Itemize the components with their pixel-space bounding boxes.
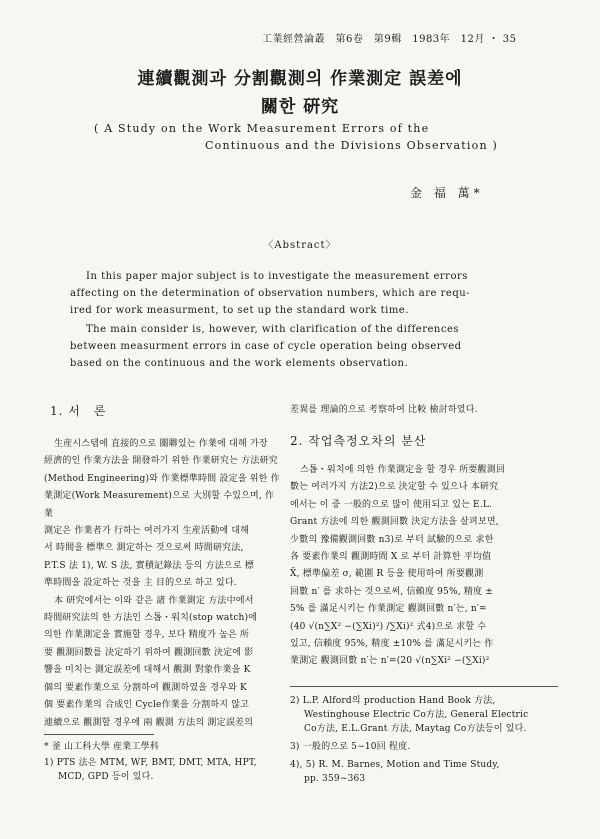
- title-line-2: 關한 硏究: [260, 97, 340, 117]
- footnote: MCD, GPD 등이 있다.: [58, 772, 154, 782]
- subtitle-line-1: ( A Study on the Work Measurement Errors of the: [94, 122, 430, 135]
- abstract-line: affecting on the determination of observation numbers, which are requ-: [70, 288, 471, 299]
- body-line: 數는 여러가지 方法2)으로 決定할 수 있으나 本研究: [290, 482, 499, 493]
- body-line: Grant 方法에 의한 觀測回數 決定方法을 살펴보면,: [290, 517, 499, 528]
- body-line: 5% 를 滿足시키는 作業測定 觀測回數 n′는, n′=: [290, 604, 487, 615]
- abstract-line: between measurment errors in case of cycle operation being observed: [70, 341, 462, 352]
- body-line: 에서는 이 중 一般的으로 많이 使用되고 있는 E.L.: [290, 499, 493, 510]
- right-footnotes: [290, 694, 560, 786]
- footnote: Westinghouse Electric Co方法, General Electric: [304, 710, 529, 720]
- footnote: Co方法, E.L.Grant 方法, Maytag Co方法등이 있다.: [304, 724, 527, 734]
- body-line: 測定은 作業者가 行하는 여러가지 生産活動에 대해: [44, 526, 250, 537]
- title-line-1: 連續觀測과 分割觀測의 作業測定 誤差에: [137, 69, 463, 89]
- right-column-body: [290, 462, 558, 671]
- body-line: 있고, 信賴度 95%, 精度 ±10% 를 滿足시키는 作: [290, 639, 494, 650]
- body-line: 經濟的인 作業方法을 開發하기 위한 作業研究는 方法研究: [44, 456, 278, 467]
- body-line: 響을 미치는 測定誤差에 대해서 觀測 對象作業을 K: [44, 665, 251, 676]
- body-line: 少數의 豫備觀測回數 n3)로 부터 試驗的으로 求한: [290, 534, 494, 545]
- formula-line: 業測定 觀測回數 n′는 n′=(20 √(n∑Xi² −(∑Xi)²: [290, 656, 490, 667]
- body-line: 時間研究法의 한 方法인 스톱・워치(stop watch)에: [44, 613, 258, 624]
- footnote-rule-right: [290, 686, 558, 687]
- body-line: 個 要素作業의 合成인 Cycle作業을 分割하지 않고: [44, 700, 249, 711]
- body-line: X̄, 標準偏差 σ, 範圍 R 등을 使用하여 所要觀測: [290, 569, 484, 580]
- abstract-body: [70, 268, 542, 372]
- body-line: 連續으로 觀測할 경우에 兩 觀測 方法의 測定誤差의: [44, 717, 254, 728]
- body-line: 準時間을 設定하는 것을 主 目的으로 하고 있다.: [44, 578, 237, 589]
- abstract-line: ired for work measurment, to set up the standard work time.: [70, 305, 409, 316]
- body-line: P.T.S 法 1), W. S 法, 實積記錄法 등의 方法으로 標: [44, 560, 254, 571]
- footnote: 2) L.P. Alford의 production Hand Book 方法,: [290, 696, 496, 706]
- abstract-line: based on the continuous and the work elements observation.: [70, 358, 409, 369]
- section-1-heading: 1. 서 론: [50, 404, 107, 418]
- abstract-line: In this paper major subject is to investigate the measurement errors: [86, 271, 468, 282]
- author: 金 福 萬*: [410, 186, 484, 200]
- subtitle-line-2: Continuous and the Divisions Observation ): [205, 139, 498, 152]
- left-footnotes: [44, 740, 280, 784]
- body-line: 서 時間을 標準으 測定하는 것으로써 時間研究法,: [44, 543, 244, 554]
- footnote: 1) PTS 法은 MTM, WF, BMT, DMT, MTA, HPT,: [44, 758, 257, 768]
- footnote: pp. 359∼363: [304, 774, 366, 784]
- body-line: 各 要素作業의 觀測時間 X 로 부터 計算한 平均值: [290, 552, 492, 563]
- body-line: (Method Engineering)와 作業標準時間 設定을 위한 作: [44, 473, 280, 484]
- section-2-heading: 2. 작업측정오차의 분산: [290, 434, 427, 448]
- body-line: 要 觀測回數를 決定하기 위하여 觀測回數 決定에 影: [44, 647, 254, 658]
- journal-header: 工業經營論叢 第6卷 第9輯 1983年 12月 ・ 35: [262, 34, 517, 45]
- body-line: 스톱・워치에 의한 作業測定을 할 경우 所要觀測回: [300, 465, 506, 475]
- footnote-rule-left: [44, 734, 154, 735]
- body-line: 의한 作業測定을 實施할 경우, 보다 精度가 높은 所: [44, 630, 250, 641]
- body-line: 生産시스템에 直接的으로 關聯있는 作業에 대해 가장: [54, 439, 268, 449]
- abstract-line: The main consider is, however, with clarification of the differences: [86, 324, 459, 335]
- footnote: 4), 5) R. M. Barnes, Motion and Time Study,: [290, 760, 500, 770]
- right-column-lead: 差異를 理論的으로 考察하여 比較 檢討하였다.: [290, 405, 478, 415]
- footnote: 3) 一般的으로 5∼10回 程度.: [290, 742, 411, 752]
- footnote: * 釜 山工科大學 産業工學科: [44, 742, 160, 752]
- body-line: 回數 n′ 를 求하는 것으로써, 信賴度 95%, 精度 ±: [290, 586, 494, 597]
- body-line: 業測定(Work Measurement)으로 大別할 수있으며, 作業: [44, 491, 275, 519]
- body-line: 個의 要素作業으로 分割하여 觀測하였을 경우와 K: [44, 682, 247, 693]
- body-line: 本 研究에서는 이와 같은 諸 作業測定 方法中에서: [54, 595, 254, 606]
- left-column-body: [44, 436, 280, 732]
- formula-line: (40 √(n∑X² −(∑Xi)²) /∑Xi)² 式4)으로 求할 수: [290, 621, 487, 632]
- abstract-heading: 〈Abstract〉: [263, 240, 337, 251]
